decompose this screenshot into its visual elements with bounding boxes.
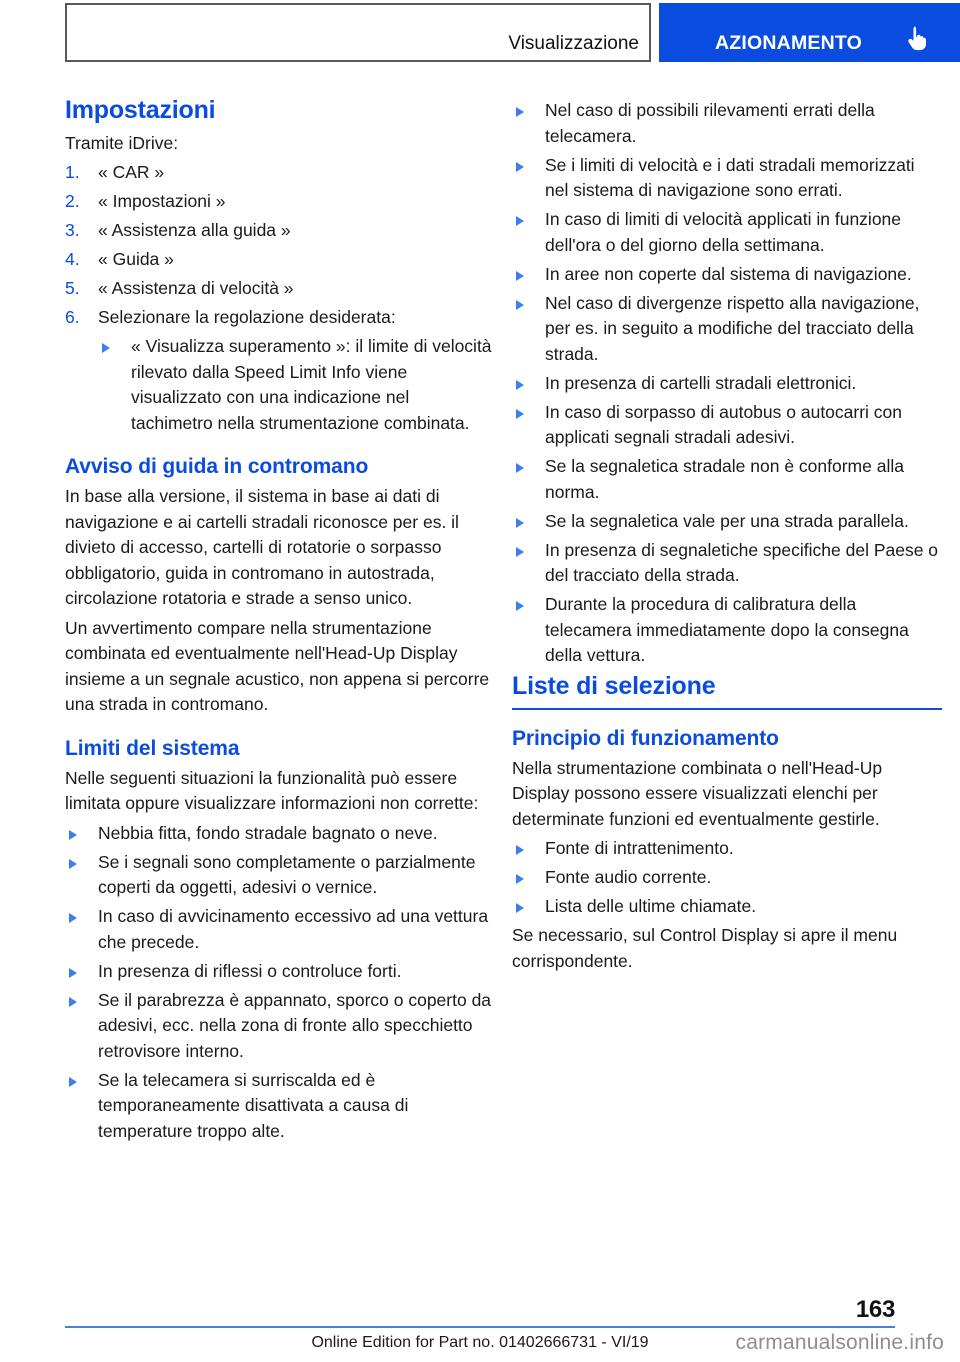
step-number: 1. (65, 162, 80, 182)
footer-note: Online Edition for Part no. 01402666731 - VI/19 (311, 1334, 649, 1351)
substep-list (98, 334, 495, 436)
watermark: carmanualsonline.info (735, 1331, 944, 1354)
step-number: 3. (65, 220, 80, 240)
section-heading-limiti: Limiti del sistema (65, 736, 240, 760)
bullet-text: In caso di avvicinamento eccessivo ad una vettura che precede. (98, 906, 489, 952)
avviso-paragraph-2: Un avvertimento compare nella strumentazione combinata ed eventualmente nell'Head-Up Display insieme a un segnale acustico, non appena si percorre una strada in contromano. (65, 617, 490, 715)
bullet-text: Durante la procedura di calibratura della telecamera immediatamente dopo la consegna della vettura. (545, 594, 909, 665)
list-item (65, 305, 495, 331)
list-item (512, 207, 942, 258)
triangle-bullet-icon (69, 913, 77, 923)
bullet-text: Se i limiti di velocità e i dati stradali memorizzati nel sistema di navigazione sono errati. (545, 154, 915, 200)
list-item (512, 894, 942, 920)
principio-closing: Se necessario, sul Control Display si apre il menu corrispondente. (512, 925, 898, 971)
bullet-text: Se la telecamera si surriscalda ed è temporaneamente disattivata a causa di temperature troppo alte. (98, 1069, 409, 1141)
step-text: « CAR » (98, 162, 165, 182)
triangle-bullet-icon (69, 859, 77, 869)
chapter-heading-liste: Liste di selezione (512, 672, 942, 710)
step-text: « Guida » (98, 249, 174, 269)
intro-text: Tramite iDrive: (65, 132, 179, 153)
triangle-bullet-icon (516, 216, 524, 226)
list-item (65, 218, 495, 244)
list-item (512, 371, 942, 397)
triangle-bullet-icon (516, 845, 524, 855)
triangle-bullet-icon (69, 997, 77, 1007)
list-item (512, 98, 942, 149)
step-text: « Assistenza di velocità » (98, 278, 294, 298)
list-item (65, 959, 495, 985)
list-item (65, 904, 495, 955)
list-item (512, 509, 942, 535)
list-item (65, 276, 495, 302)
bullet-text: Se la segnaletica stradale non è conforme alla norma. (545, 456, 904, 502)
tab-azionamento-label: AZIONAMENTO (715, 32, 863, 54)
triangle-bullet-icon (516, 380, 524, 390)
left-column (65, 96, 495, 1148)
list-item (98, 334, 495, 436)
list-item (65, 247, 495, 273)
list-item (65, 988, 495, 1065)
list-item (512, 262, 942, 288)
triangle-bullet-icon (516, 903, 524, 913)
list-item (512, 291, 942, 368)
list-item (512, 592, 942, 669)
step-text: « Impostazioni » (98, 191, 226, 211)
section-heading-avviso: Avviso di guida in contromano (65, 455, 369, 478)
list-item (512, 454, 942, 505)
step-text: « Assistenza alla guida » (98, 220, 291, 240)
bullet-text: Nel caso di possibili rilevamenti errati della telecamera. (545, 100, 875, 146)
bullet-text: In caso di limiti di velocità applicati in funzione dell'ora o del giorno della settimana. (545, 209, 902, 255)
limiti-bullet-list (65, 821, 495, 1145)
list-item (65, 189, 495, 215)
step-number: 6. (65, 307, 80, 327)
triangle-bullet-icon (516, 107, 524, 117)
triangle-bullet-icon (516, 874, 524, 884)
triangle-bullet-icon (516, 463, 524, 473)
list-item (65, 850, 495, 901)
triangle-bullet-icon (69, 968, 77, 978)
bullet-text: In presenza di riflessi o controluce forti. (98, 960, 402, 981)
list-item (65, 821, 495, 847)
pointing-hand-icon (904, 24, 930, 52)
step-number: 5. (65, 278, 80, 298)
bullet-text: In caso di sorpasso di autobus o autocarri con applicati segnali stradali adesivi. (545, 401, 903, 447)
list-item (512, 538, 942, 589)
limiti-intro: Nelle seguenti situazioni la funzionalità può essere limitata oppure visualizzare informazioni non corrette: (65, 767, 479, 814)
bullet-text: Se il parabrezza è appannato, sporco o coperto da adesivi, ecc. nella zona di fronte allo specchietto retrovisore interno. (98, 989, 492, 1061)
triangle-bullet-icon (516, 409, 524, 419)
bullet-text: Lista delle ultime chiamate. (545, 896, 757, 917)
page-title: Impostazioni (65, 96, 216, 124)
breadcrumb-box (65, 3, 651, 62)
principio-bullet-list (512, 836, 942, 920)
bullet-text: Nel caso di divergenze rispetto alla navigazione, per es. in seguito a modifiche del tracciato della strada. (545, 292, 920, 364)
step-text: Selezionare la regolazione desiderata: (98, 307, 396, 327)
triangle-bullet-icon (102, 343, 110, 353)
bullet-text: Fonte di intrattenimento. (545, 838, 734, 859)
idrive-steps-list (65, 160, 495, 331)
substep-text: « Visualizza superamento »: il limite di velocità rilevato dalla Speed Limit Info viene visualizzato con una indicazione nel tachimetro nella strumentazione combinata. (131, 336, 492, 433)
avviso-paragraph-1: In base alla versione, il sistema in base ai dati di navigazione e ai cartelli stradali riconosce per es. il divieto di accesso, cartelli di rotatorie o sorpasso obbligatorio, guida in contromano in autostrada, circolazione rotatoria e strade a senso unico. (65, 486, 459, 609)
triangle-bullet-icon (516, 162, 524, 172)
list-item (65, 160, 495, 186)
triangle-bullet-icon (516, 271, 524, 281)
section-heading-principio: Principio di funzionamento (512, 726, 779, 750)
triangle-bullet-icon (516, 547, 524, 557)
triangle-bullet-icon (69, 1077, 77, 1087)
step-number: 2. (65, 191, 80, 211)
bullet-text: In presenza di segnaletiche specifiche del Paese o del tracciato della strada. (545, 539, 939, 585)
step-number: 4. (65, 249, 80, 269)
bullet-text: Se la segnaletica vale per una strada parallela. (545, 510, 909, 531)
triangle-bullet-icon (516, 601, 524, 611)
list-item (512, 400, 942, 451)
tab-azionamento[interactable] (659, 3, 960, 62)
bullet-text: Se i segnali sono completamente o parzialmente coperti da oggetti, adesivi o vernice. (98, 851, 476, 898)
right-column (512, 96, 942, 978)
triangle-bullet-icon (69, 830, 77, 840)
list-item (512, 865, 942, 891)
footer-divider (65, 1326, 895, 1328)
bullet-text: Fonte audio corrente. (545, 867, 712, 888)
page-header (0, 0, 960, 70)
bullet-text: In aree non coperte dal sistema di navigazione. (545, 263, 912, 284)
breadcrumb-label: Visualizzazione (508, 33, 639, 54)
bullet-text: In presenza di cartelli stradali elettronici. (545, 372, 857, 393)
page-number: 163 (855, 1296, 895, 1323)
list-item (512, 836, 942, 862)
list-item (512, 153, 942, 204)
principio-paragraph: Nella strumentazione combinata o nell'Head-Up Display possono essere visualizzati elenchi per determinate funzioni ed eventualmente gestirle. (512, 757, 883, 829)
list-item (65, 1068, 495, 1145)
triangle-bullet-icon (516, 300, 524, 310)
triangle-bullet-icon (516, 518, 524, 528)
bullet-text: Nebbia fitta, fondo stradale bagnato o neve. (98, 822, 438, 843)
limiti-bullet-list-continued (512, 98, 942, 669)
